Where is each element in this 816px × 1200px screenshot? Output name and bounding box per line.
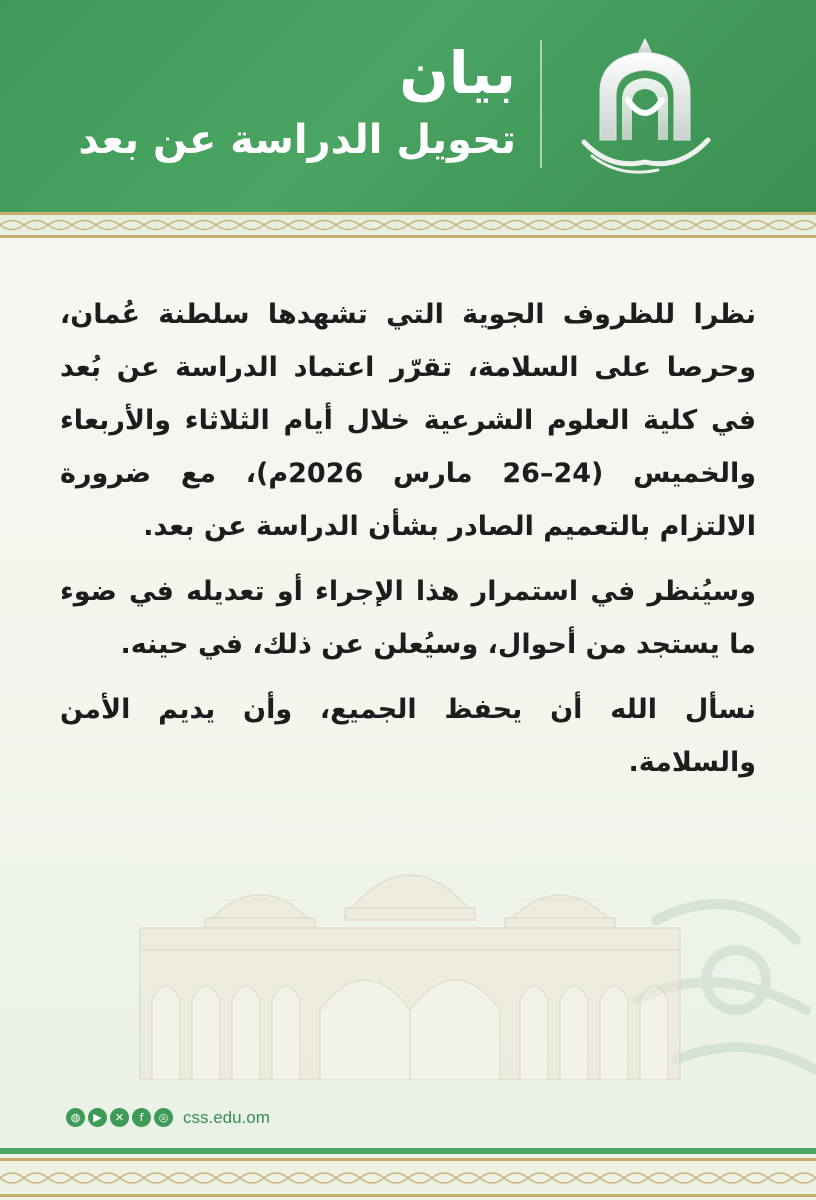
social-links [66, 1108, 173, 1127]
ornamental-band [0, 212, 816, 238]
paragraph-decision: نظرا للظروف الجوية التي تشهدها سلطنة عُمان، وحرصا على السلامة، تقرّر اعتماد الدراسة عن بُعد في كلية العلوم الشرعية خلال أيام الثلاثاء والأربعاء والخميس (24–26 مارس 2026م)، مع ضرورة الالتزام بالتعميم الصادر بشأن الدراسة عن بعد. [60, 299, 756, 542]
announcement-body [60, 288, 756, 801]
instagram-icon[interactable]: ◎ [154, 1108, 173, 1127]
header-banner [0, 0, 816, 212]
x-icon[interactable]: ✕ [110, 1108, 129, 1127]
website-link[interactable]: css.edu.om [183, 1108, 270, 1127]
footer-ornamental-band [0, 1148, 816, 1200]
youtube-icon[interactable]: ▶ [88, 1108, 107, 1127]
facebook-icon[interactable]: f [132, 1108, 151, 1127]
college-logo-icon [570, 30, 720, 180]
header-divider [540, 40, 542, 168]
paragraph-closing-prayer: نسأل الله أن يحفظ الجميع، وأن يديم الأمن والسلامة. [60, 694, 756, 778]
globe-icon[interactable]: ◍ [66, 1108, 85, 1127]
page-title: بيان [399, 39, 516, 107]
paragraph-continuation: وسيُنظر في استمرار هذا الإجراء أو تعديله في ضوء ما يستجد من أحوال، وسيُعلن عن ذلك، في حينه. [60, 576, 756, 660]
page-subtitle: تحويل الدراسة عن بعد [78, 117, 516, 163]
college-building-illustration [130, 860, 690, 1080]
